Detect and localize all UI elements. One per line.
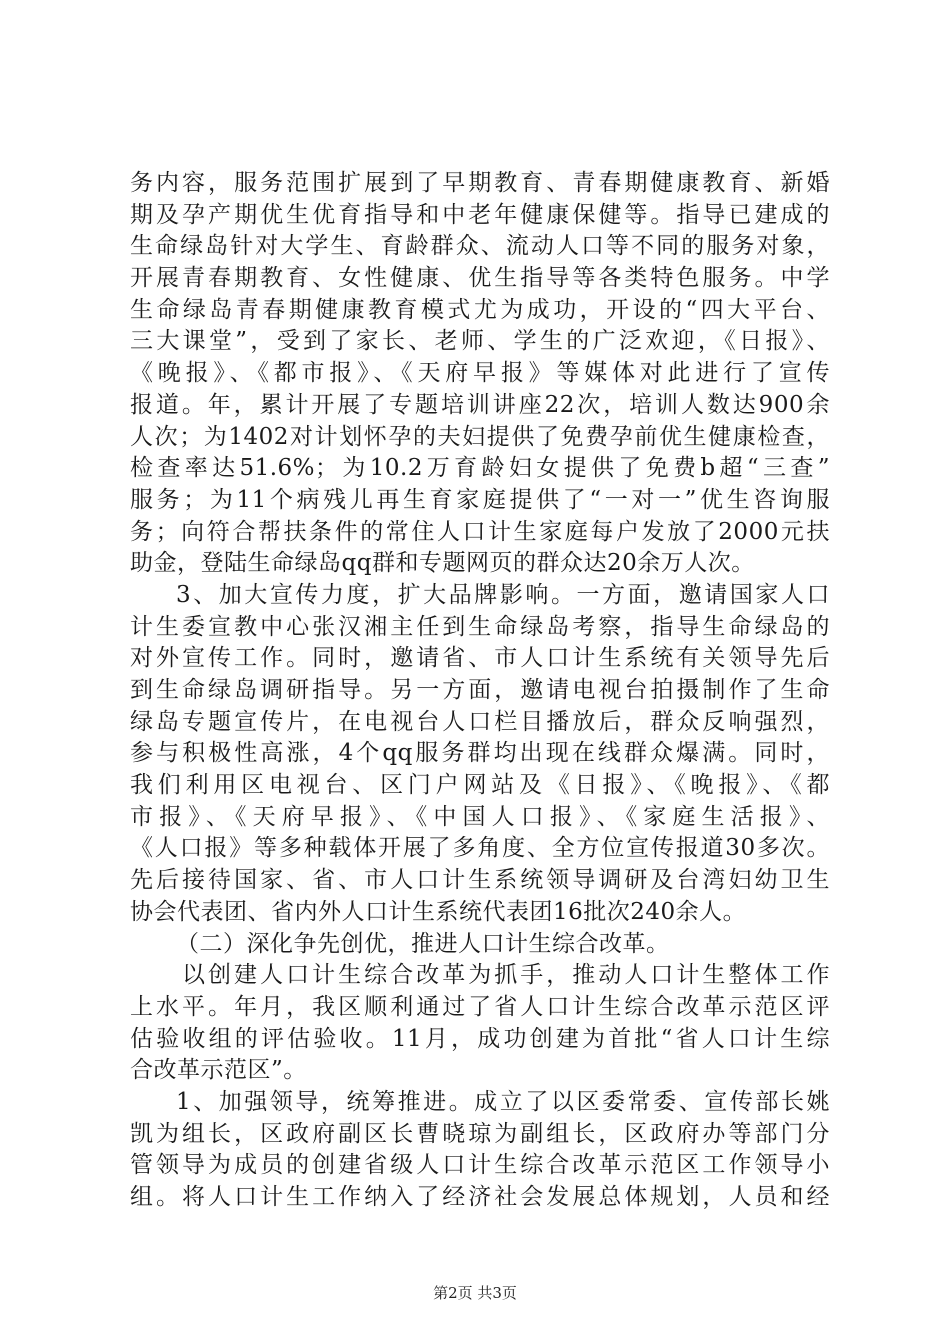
text-line: （二）深化争先创优，推进人口计生综合改革。	[176, 930, 670, 957]
text-line: 参与积极性高涨，4个qq服务群均出现在线群众爆满。同时，	[130, 740, 830, 767]
text-line: 服务；为11个病残儿再生育家庭提供了“一对一”优生咨询服	[130, 486, 830, 513]
text-line: 人次；为1402对计划怀孕的夫妇提供了免费孕前优生健康检查，	[130, 423, 830, 450]
text-line: 先后接待国家、省、市人口计生系统领导调研及台湾妇幼卫生	[130, 867, 830, 894]
text-line: 对外宣传工作。同时，邀请省、市人口计生系统有关领导先后	[130, 645, 830, 672]
text-line: 管领导为成员的创建省级人口计生综合改革示范区工作领导小	[130, 1152, 830, 1179]
text-line: 开展青春期教育、女性健康、优生指导等各类特色服务。中学	[130, 265, 830, 292]
page-footer: 第2页 共3页	[433, 1284, 517, 1302]
text-line: 期及孕产期优生优育指导和中老年健康保健等。指导已建成的	[130, 201, 830, 228]
text-line: 《晚报》、《都市报》、《天府早报》等媒体对此进行了宣传	[130, 360, 830, 387]
text-line: 到生命绿岛调研指导。另一方面，邀请电视台拍摄制作了生命	[130, 677, 830, 703]
text-line: 生命绿岛青春期健康教育模式尤为成功，开设的“四大平台、	[130, 296, 830, 323]
text-line: 务；向符合帮扶条件的常住人口计生家庭每户发放了2000元扶	[130, 518, 830, 545]
text-line: 计生委宣教中心张汉湘主任到生命绿岛考察，指导生命绿岛的	[130, 613, 830, 640]
text-line: 3、加大宣传力度，扩大品牌影响。一方面，邀请国家人口	[176, 581, 830, 608]
text-line: 三大课堂”，受到了家长、老师、学生的广泛欢迎，《日报》、	[130, 328, 830, 355]
text-line: 绿岛专题宣传片，在电视台人口栏目播放后，群众反响强烈，	[130, 708, 830, 735]
text-line: 凯为组长，区政府副区长曹晓琼为副组长，区政府办等部门分	[130, 1120, 830, 1147]
text-line: 检查率达51.6%；为10.2万育龄妇女提供了免费b超“三查”	[130, 455, 830, 482]
text-line: 我们利用区电视台、区门户网站及《日报》、《晚报》、《都	[130, 772, 830, 799]
text-line: 市报》、《天府早报》、《中国人口报》、《家庭生活报》、	[130, 803, 830, 830]
text-line: 务内容，服务范围扩展到了早期教育、青春期健康教育、新婚	[130, 170, 830, 196]
document-body	[130, 168, 830, 1214]
text-line: 报道。年，累计开展了专题培训讲座22次，培训人数达900余	[130, 391, 830, 418]
text-line: 生命绿岛针对大学生、育龄群众、流动人口等不同的服务对象，	[130, 233, 830, 260]
text-line: 《人口报》等多种载体开展了多角度、全方位宣传报道30多次。	[130, 835, 830, 862]
text-line: 助金，登陆生命绿岛qq群和专题网页的群众达20余万人次。	[130, 550, 755, 577]
text-line: 1、加强领导，统筹推进。成立了以区委常委、宣传部长姚	[176, 1088, 830, 1115]
text-line: 合改革示范区”。	[130, 1057, 307, 1084]
text-line: 估验收组的评估验收。11月，成功创建为首批“省人口计生综	[130, 1025, 830, 1052]
text-line: 上水平。年月，我区顺利通过了省人口计生综合改革示范区评	[130, 993, 830, 1020]
text-line: 以创建人口计生综合改革为抓手，推动人口计生整体工作	[182, 962, 830, 989]
text-line: 协会代表团、省内外人口计生系统代表团16批次240余人。	[130, 898, 747, 925]
text-line: 组。将人口计生工作纳入了经济社会发展总体规划，人员和经	[130, 1184, 830, 1210]
